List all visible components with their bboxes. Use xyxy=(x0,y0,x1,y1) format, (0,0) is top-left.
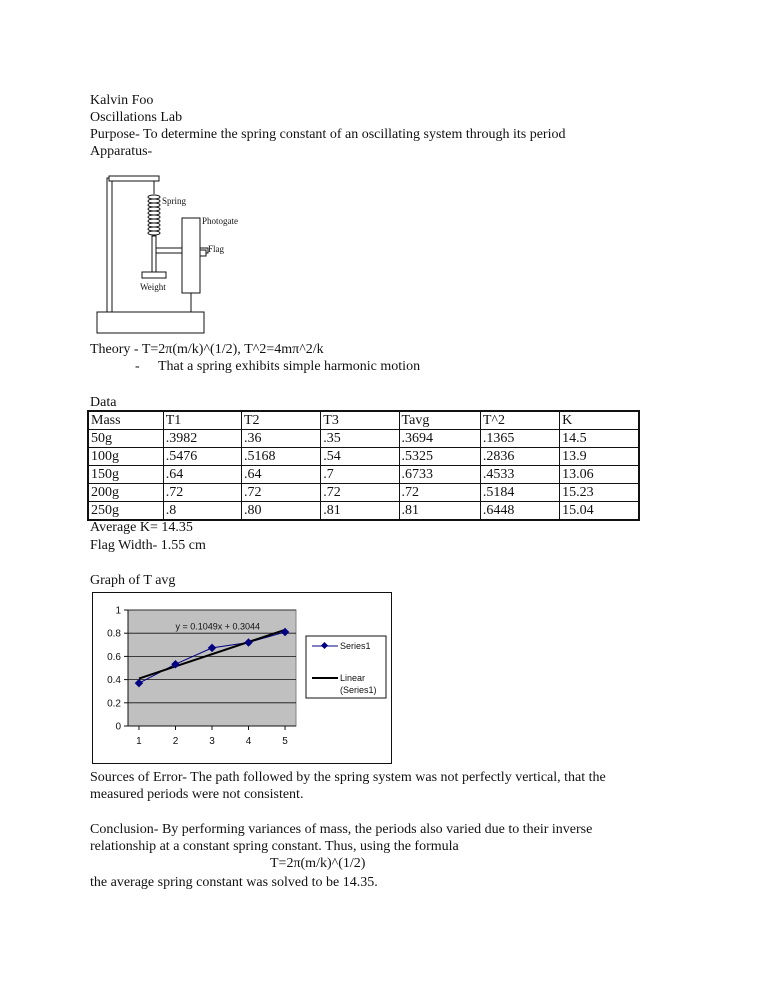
table-cell: .81 xyxy=(399,502,480,521)
table-header: T2 xyxy=(241,411,320,430)
table-row xyxy=(88,466,639,484)
data-label: Data xyxy=(90,395,117,410)
table-header: T3 xyxy=(321,411,399,430)
conclusion-line-2: relationship at a constant spring constant. Thus, using the formula xyxy=(90,839,459,854)
y-tick-label: 0.8 xyxy=(107,628,121,640)
table-cell: .5184 xyxy=(480,484,559,502)
table-cell: 100g xyxy=(88,448,163,466)
weight-label: Weight xyxy=(140,282,166,292)
table-header: Mass xyxy=(88,411,163,430)
table-cell: .5168 xyxy=(241,448,320,466)
x-tick-label: 5 xyxy=(282,736,288,747)
photogate-label: Photogate xyxy=(202,216,238,226)
table-cell: .35 xyxy=(321,430,399,448)
table-cell: .72 xyxy=(163,484,241,502)
table-cell: .72 xyxy=(241,484,320,502)
table-header-row xyxy=(88,411,639,430)
x-tick-label: 3 xyxy=(209,736,215,747)
lab-title: Oscillations Lab xyxy=(90,110,183,125)
table-cell: .2836 xyxy=(480,448,559,466)
y-tick-label: 1 xyxy=(115,605,121,617)
legend-series-label: Series1 xyxy=(340,641,371,651)
table-row xyxy=(88,484,639,502)
table-cell: .72 xyxy=(321,484,399,502)
tavg-chart xyxy=(92,592,392,764)
table-row xyxy=(88,430,639,448)
table-cell: .7 xyxy=(321,466,399,484)
theory-bullet xyxy=(135,358,420,376)
graph-label: Graph of T avg xyxy=(90,573,176,588)
table-cell: .81 xyxy=(321,502,399,521)
errors-line-2: measured periods were not consistent. xyxy=(90,787,304,802)
table-row xyxy=(88,448,639,466)
table-header: K xyxy=(560,411,639,430)
errors-line-1: Sources of Error- The path followed by the spring system was not perfectly vertical, that the xyxy=(90,770,606,785)
table-cell: 15.23 xyxy=(560,484,639,502)
legend-trend-label-2: (Series1) xyxy=(340,685,377,695)
table-header: Tavg xyxy=(399,411,480,430)
trendline-equation: y = 0.1049x + 0.3044 xyxy=(175,621,261,632)
table-header: T1 xyxy=(163,411,241,430)
table-cell: 14.5 xyxy=(560,430,639,448)
spring-coil xyxy=(148,195,160,235)
x-tick-label: 1 xyxy=(136,736,142,747)
table-cell: .80 xyxy=(241,502,320,521)
y-tick-label: 0 xyxy=(115,721,121,733)
table-cell: .64 xyxy=(163,466,241,484)
table-cell: .36 xyxy=(241,430,320,448)
table-cell: .6733 xyxy=(399,466,480,484)
table-cell: .64 xyxy=(241,466,320,484)
flag-width: Flag Width- 1.55 cm xyxy=(90,538,206,553)
theory-bullet-text: That a spring exhibits simple harmonic motion xyxy=(158,359,421,374)
y-tick-label: 0.4 xyxy=(107,675,121,687)
y-tick-label: 0.6 xyxy=(107,651,121,663)
table-cell: .54 xyxy=(321,448,399,466)
table-cell: .6448 xyxy=(480,502,559,521)
table-cell: .5325 xyxy=(399,448,480,466)
conclusion-line-3: the average spring constant was solved to be 14.35. xyxy=(90,875,378,890)
y-tick-label: 0.2 xyxy=(107,698,121,710)
conclusion-formula: T=2π(m/k)^(1/2) xyxy=(270,856,366,871)
table-cell: 250g xyxy=(88,502,163,521)
x-tick-label: 2 xyxy=(172,736,179,747)
legend-trend-label: Linear xyxy=(340,673,366,683)
table-header: T^2 xyxy=(480,411,559,430)
table-cell: .72 xyxy=(399,484,480,502)
author-name: Kalvin Foo xyxy=(90,93,154,108)
purpose-text: Purpose- To determine the spring constant of an oscillating system through its period xyxy=(90,127,566,142)
table-cell: .3982 xyxy=(163,430,241,448)
table-cell: .1365 xyxy=(480,430,559,448)
data-table xyxy=(87,410,640,521)
conclusion-line-1: Conclusion- By performing variances of mass, the periods also varied due to their inverse xyxy=(90,822,593,837)
bullet-dash: - xyxy=(135,359,140,374)
table-cell: .3694 xyxy=(399,430,480,448)
table-cell: 200g xyxy=(88,484,163,502)
spring-label: Spring xyxy=(162,196,187,206)
x-tick-label: 4 xyxy=(245,736,252,747)
table-cell: 13.9 xyxy=(560,448,639,466)
table-cell: 15.04 xyxy=(560,502,639,521)
apparatus-diagram xyxy=(94,170,254,336)
theory-line: Theory - T=2π(m/k)^(1/2), T^2=4mπ^2/k xyxy=(90,342,324,357)
table-cell: .5476 xyxy=(163,448,241,466)
table-cell: .4533 xyxy=(480,466,559,484)
table-cell: 13.06 xyxy=(560,466,639,484)
table-cell: 150g xyxy=(88,466,163,484)
table-cell: 50g xyxy=(88,430,163,448)
apparatus-label: Apparatus- xyxy=(90,144,153,159)
flag-label: Flag xyxy=(208,244,225,254)
table-cell: .8 xyxy=(163,502,241,521)
average-k: Average K= 14.35 xyxy=(90,520,193,535)
table-row xyxy=(88,502,639,521)
